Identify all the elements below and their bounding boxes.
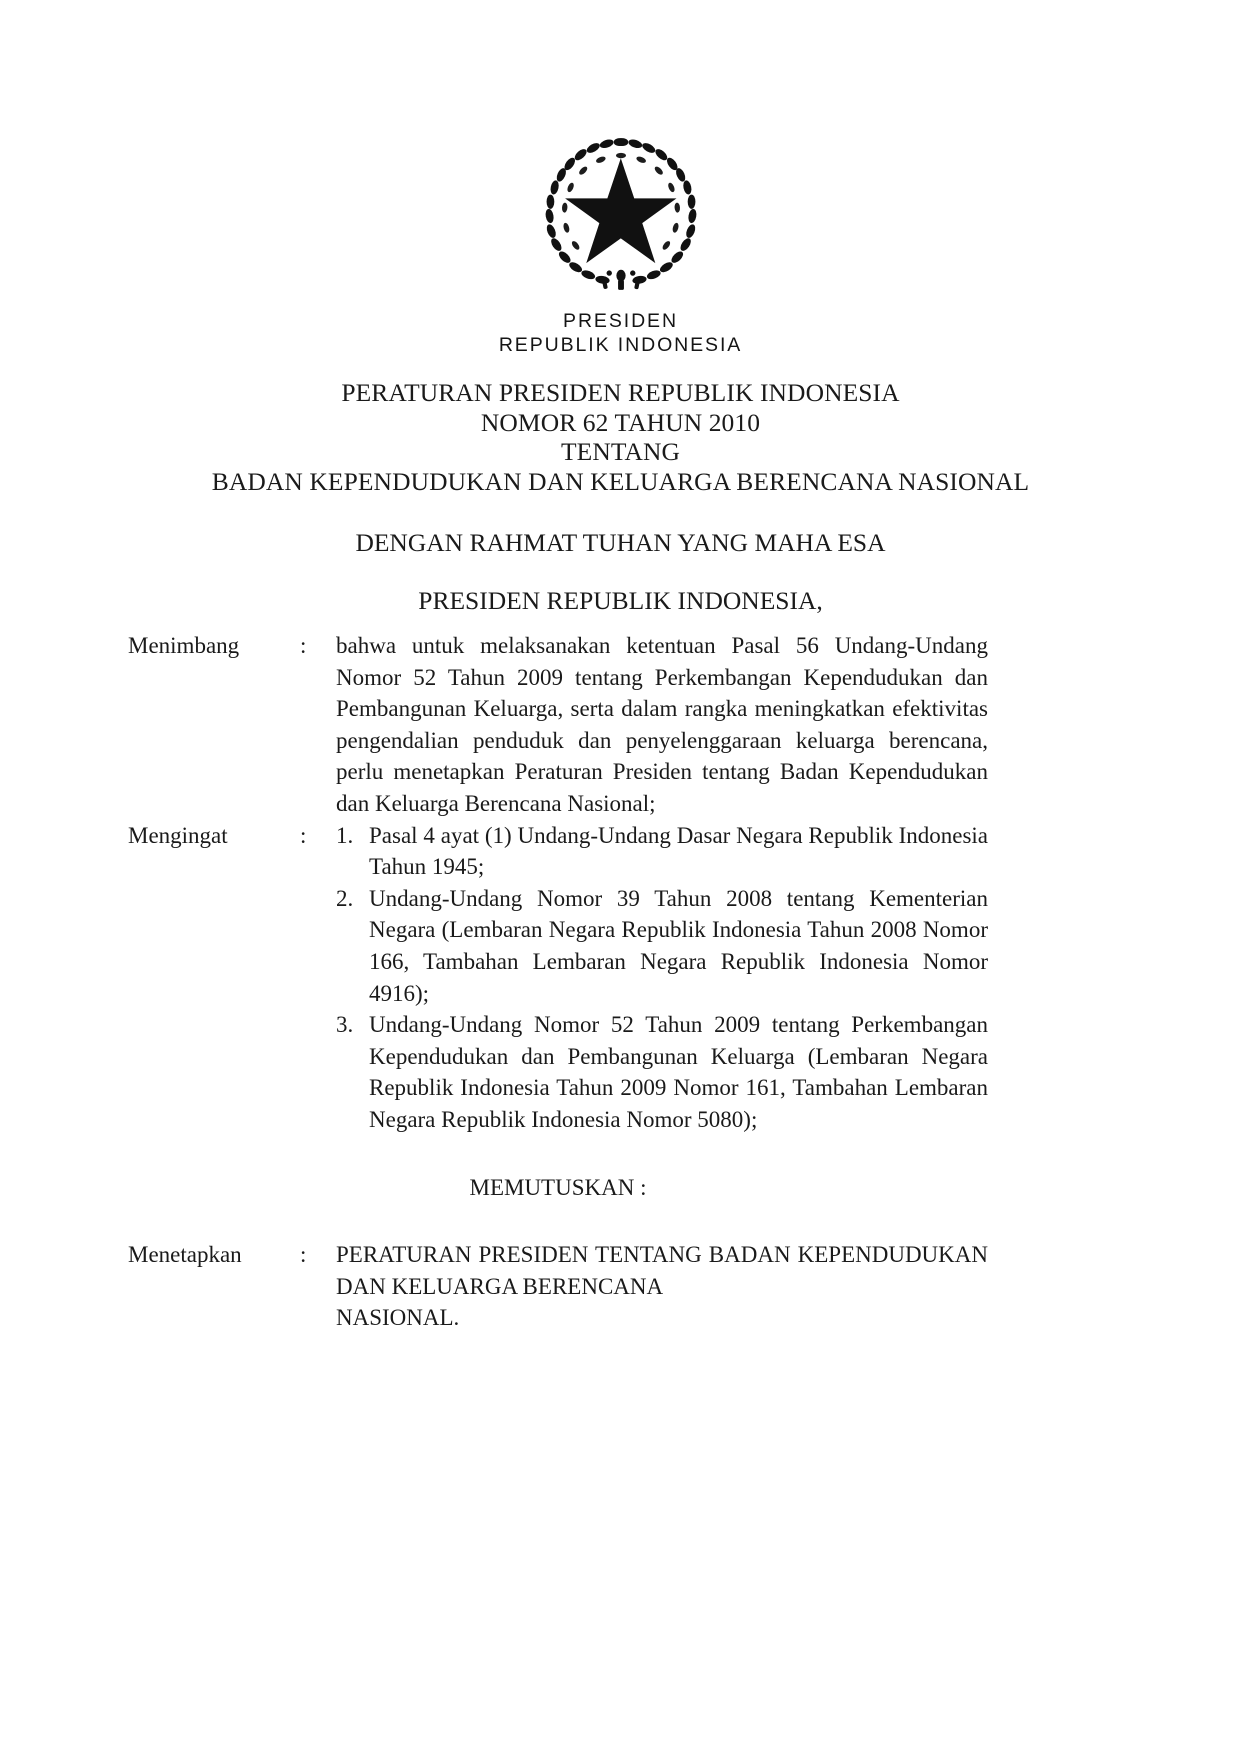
recalling-list [336, 820, 988, 1136]
emblem-caption-line-2: REPUBLIK INDONESIA [498, 334, 743, 357]
decide-heading: MEMUTUSKAN : [469, 1174, 647, 1200]
list-item [336, 1009, 988, 1135]
emblem-block [0, 132, 1241, 357]
considering-row [128, 630, 988, 820]
recalling-row [128, 820, 988, 1136]
regulation-subject: BADAN KEPENDUDUKAN DAN KELUARGA BERENCANA NASIONAL [211, 466, 1030, 496]
considering-text: bahwa untuk melaksanakan ketentuan Pasal 56 Undang-Undang Nomor 52 Tahun 2009 tentang Perkembangan Kependudukan dan Pembangunan Keluarga, serta dalam rangka meningkatkan efektivitas pengendalian penduduk dan penyelenggaraan keluarga berencana, perlu menetapkan Peraturan Presiden tentang Badan Kependudukan dan Keluarga Berencana Nasional; [336, 633, 988, 816]
stipulating-text: PERATURAN PRESIDEN TENTANG BADAN KEPENDUDUKAN DAN KELUARGA BERENCANA [336, 1242, 988, 1299]
recalling-content [336, 820, 988, 1136]
regulation-about-label: TENTANG [560, 437, 681, 466]
list-item-marker: 1. [336, 822, 354, 848]
list-item-text: Undang-Undang Nomor 52 Tahun 2009 tentang Perkembangan Kependudukan dan Pembangunan Keluarga (Lembaran Negara Republik Indonesia Tahun 2009 Nomor 161, Tambahan Lembaran Negara Republik Indonesia Nomor 5080); [369, 1012, 988, 1132]
considering-colon: : [300, 633, 307, 658]
recalling-label: Mengingat [128, 822, 228, 848]
stipulating-text-last-line: NASIONAL. [336, 1305, 460, 1331]
issuing-authority: PRESIDEN REPUBLIK INDONESIA, [418, 585, 823, 615]
stipulating-colon: : [300, 1242, 307, 1268]
document-body [128, 630, 988, 1334]
regulation-number: NOMOR 62 TAHUN 2010 [480, 407, 761, 437]
list-item-text: Pasal 4 ayat (1) Undang-Undang Dasar Negara Republik Indonesia Tahun 1945; [369, 822, 988, 880]
stipulating-label: Menetapkan [128, 1242, 242, 1268]
stipulating-row [128, 1239, 988, 1334]
star-wreath-emblem-icon [0, 132, 1241, 300]
blessing-line: DENGAN RAHMAT TUHAN YANG MAHA ESA [355, 528, 886, 557]
considering-content [336, 630, 988, 820]
regulation-title-line-1: PERATURAN PRESIDEN REPUBLIK INDONESIA [341, 378, 900, 407]
emblem-caption-line-1: PRESIDEN [563, 310, 678, 332]
stipulating-content [336, 1239, 988, 1334]
list-item-marker: 2. [336, 885, 354, 911]
list-item [336, 883, 988, 1009]
list-item-marker: 3. [336, 1012, 354, 1038]
list-item-text: Undang-Undang Nomor 39 Tahun 2008 tentang Kementerian Negara (Lembaran Negara Republik Indonesia Tahun 2008 Nomor 166, Tambahan Lembaran Negara Republik Indonesia Nomor 4916); [369, 885, 988, 1006]
considering-label: Menimbang [128, 633, 240, 658]
title-block [120, 378, 1121, 615]
recalling-colon: : [300, 822, 307, 848]
list-item [336, 820, 988, 883]
